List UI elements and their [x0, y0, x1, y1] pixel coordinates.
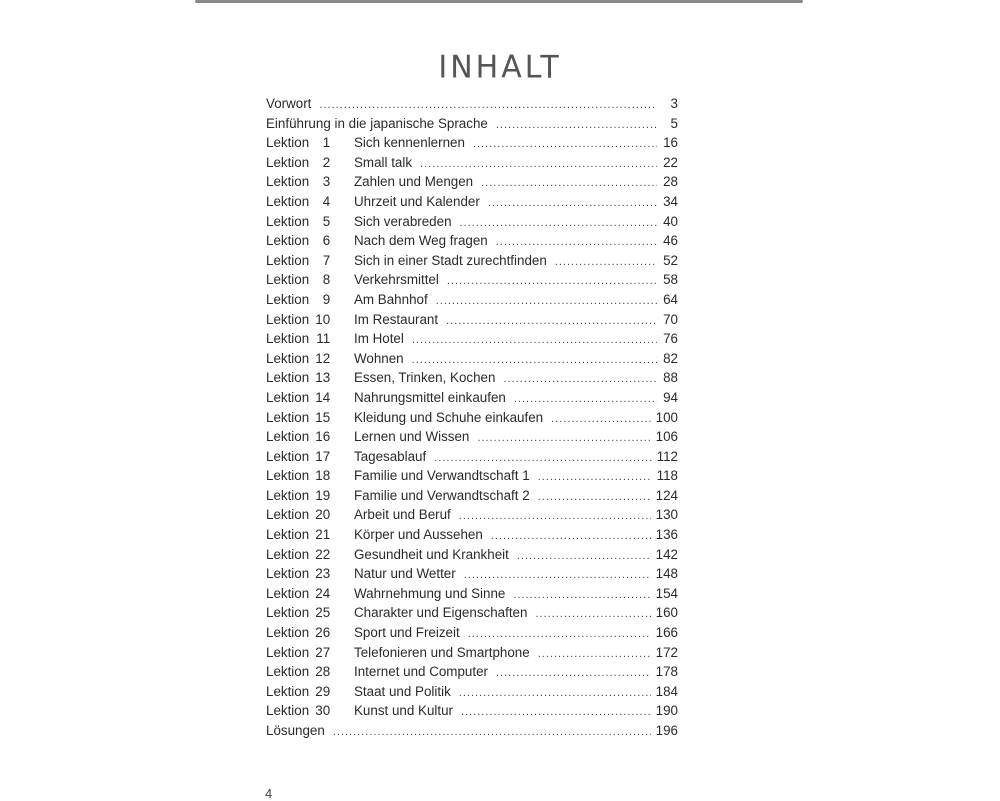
lesson-prefix	[266, 388, 354, 408]
lesson-word: Lektion	[266, 683, 310, 699]
lesson-page: 142	[655, 546, 678, 562]
lesson-prefix	[266, 251, 354, 271]
toc-lesson-row[interactable]	[266, 427, 678, 447]
toc-lesson-row[interactable]	[266, 329, 678, 349]
lesson-word: Lektion	[266, 389, 310, 405]
toc-lesson-row[interactable]	[266, 505, 678, 525]
lesson-number: 22	[315, 546, 331, 562]
dot-leader	[477, 429, 650, 449]
dot-leader	[555, 253, 657, 273]
lesson-prefix	[266, 408, 354, 428]
toc-entry-label: Lösungen	[266, 723, 325, 738]
lesson-word: Lektion	[266, 193, 310, 209]
toc-lesson-row[interactable]	[266, 623, 678, 643]
toc-lesson-row[interactable]	[266, 290, 678, 310]
lesson-prefix	[266, 172, 354, 192]
dot-leader	[538, 645, 651, 665]
lesson-page: 40	[663, 213, 678, 229]
lesson-word: Lektion	[266, 174, 310, 190]
dot-leader	[436, 292, 657, 312]
lesson-prefix	[266, 427, 354, 447]
lesson-number: 25	[315, 605, 331, 621]
lesson-prefix	[266, 643, 354, 663]
lesson-prefix	[266, 682, 354, 702]
lesson-page: 160	[655, 605, 678, 621]
lesson-prefix	[266, 133, 354, 153]
lesson-title: Internet und Computer	[354, 664, 488, 680]
lesson-title: Charakter und Eigenschaften	[354, 605, 528, 621]
toc-entry-einfuehrung[interactable]	[266, 114, 678, 134]
lesson-prefix	[266, 447, 354, 467]
lesson-prefix	[266, 368, 354, 388]
toc-lesson-row[interactable]	[266, 408, 678, 428]
lesson-number: 16	[315, 429, 331, 445]
lesson-page: 76	[663, 331, 678, 347]
lesson-prefix	[266, 231, 354, 251]
lesson-page: 100	[655, 409, 678, 425]
lesson-word: Lektion	[266, 703, 310, 719]
lesson-page: 178	[655, 664, 678, 680]
lesson-title: Sich verabreden	[354, 213, 452, 229]
lesson-number: 20	[315, 507, 331, 523]
lesson-page: 106	[655, 429, 678, 445]
lesson-page: 112	[656, 448, 678, 464]
page-title: INHALT	[438, 49, 562, 86]
dot-leader	[491, 527, 651, 547]
toc-entry-label: Vorwort	[266, 96, 312, 111]
lesson-word: Lektion	[266, 409, 310, 425]
toc-entry-loesungen[interactable]	[266, 721, 678, 741]
dot-leader	[459, 507, 651, 527]
lesson-title: Nach dem Weg fragen	[354, 233, 488, 249]
toc-lesson-row[interactable]	[266, 486, 678, 506]
lesson-number: 27	[315, 644, 331, 660]
lesson-title: Am Bahnhof	[354, 291, 428, 307]
dot-leader	[461, 703, 651, 723]
lesson-page: 184	[655, 683, 678, 699]
lesson-title: Im Hotel	[354, 331, 404, 347]
toc-lesson-row[interactable]	[266, 525, 678, 545]
lesson-number: 26	[315, 625, 331, 641]
toc-lesson-row[interactable]	[266, 310, 678, 330]
lesson-page: 130	[655, 507, 678, 523]
lesson-word: Lektion	[266, 507, 310, 523]
lesson-number: 29	[315, 683, 331, 699]
lesson-page: 34	[663, 193, 678, 209]
lesson-prefix	[266, 153, 354, 173]
dot-leader	[535, 605, 650, 625]
lesson-number: 1	[322, 135, 331, 151]
lesson-word: Lektion	[266, 625, 310, 641]
dot-leader	[460, 214, 657, 234]
toc-lesson-row[interactable]	[266, 153, 678, 173]
toc-entry-page: 3	[670, 96, 678, 111]
lesson-number: 30	[315, 703, 331, 719]
lesson-prefix	[266, 545, 354, 565]
lesson-page: 118	[656, 468, 678, 484]
lesson-word: Lektion	[266, 370, 310, 386]
lesson-page: 58	[663, 272, 678, 288]
lesson-title: Verkehrsmittel	[354, 272, 439, 288]
lesson-page: 22	[663, 154, 678, 170]
lesson-number: 5	[322, 213, 331, 229]
dot-leader	[503, 370, 657, 390]
lesson-prefix	[266, 212, 354, 232]
lesson-page: 28	[663, 174, 678, 190]
lesson-prefix	[266, 486, 354, 506]
lesson-page: 124	[655, 487, 678, 503]
lesson-number: 23	[315, 566, 331, 582]
lesson-number: 11	[316, 331, 331, 347]
toc-lesson-row[interactable]	[266, 231, 678, 251]
lesson-prefix	[266, 349, 354, 369]
toc-lesson-row[interactable]	[266, 603, 678, 623]
lesson-number: 8	[322, 272, 331, 288]
lesson-title: Wohnen	[354, 350, 404, 366]
dot-leader	[551, 410, 651, 430]
toc-entry-page: 196	[655, 723, 678, 738]
lesson-title: Gesundheit und Krankheit	[354, 546, 509, 562]
lesson-word: Lektion	[266, 350, 310, 366]
lesson-title: Sich in einer Stadt zurechtfinden	[354, 252, 547, 268]
lesson-title: Lernen und Wissen	[354, 429, 470, 445]
lesson-word: Lektion	[266, 605, 310, 621]
lesson-title: Uhrzeit und Kalender	[354, 193, 480, 209]
lesson-prefix	[266, 290, 354, 310]
toc-lesson-row[interactable]	[266, 349, 678, 369]
dot-leader	[517, 547, 651, 567]
lesson-title: Sport und Freizeit	[354, 625, 460, 641]
dot-leader	[538, 488, 651, 508]
lesson-word: Lektion	[266, 331, 310, 347]
toc-entry-label: Einführung in die japanische Sprache	[266, 115, 488, 131]
lesson-word: Lektion	[266, 448, 310, 464]
lesson-word: Lektion	[266, 291, 310, 307]
page-number: 4	[265, 786, 273, 801]
lesson-number: 24	[315, 585, 331, 601]
lesson-prefix	[266, 623, 354, 643]
lesson-word: Lektion	[266, 585, 310, 601]
lesson-prefix	[266, 662, 354, 682]
lesson-number: 21	[315, 527, 331, 543]
toc-lesson-row[interactable]	[266, 251, 678, 271]
lesson-title: Wahrnehmung und Sinne	[354, 585, 506, 601]
lesson-number: 18	[315, 468, 331, 484]
lesson-number: 9	[322, 291, 331, 307]
dot-leader	[459, 684, 651, 704]
lesson-prefix	[266, 603, 354, 623]
lesson-word: Lektion	[266, 213, 310, 229]
dot-leader	[513, 586, 650, 606]
toc-lesson-row[interactable]	[266, 172, 678, 192]
lesson-page: 88	[663, 370, 678, 386]
lesson-word: Lektion	[266, 644, 310, 660]
toc-lesson-row[interactable]	[266, 682, 678, 702]
lesson-number: 19	[315, 487, 331, 503]
dot-leader	[333, 723, 651, 743]
lesson-prefix	[266, 466, 354, 486]
table-of-contents	[266, 94, 678, 741]
lesson-word: Lektion	[266, 546, 310, 562]
lesson-word: Lektion	[266, 566, 310, 582]
lesson-number: 14	[315, 389, 331, 405]
lesson-number: 17	[315, 448, 331, 464]
dot-leader	[447, 272, 657, 292]
lesson-title: Kunst und Kultur	[354, 703, 454, 719]
dot-leader	[488, 194, 657, 214]
toc-lesson-row[interactable]	[266, 192, 678, 212]
lesson-title: Nahrungsmittel einkaufen	[354, 389, 506, 405]
toc-lesson-row[interactable]	[266, 270, 678, 290]
lesson-page: 82	[663, 350, 678, 366]
lesson-prefix	[266, 329, 354, 349]
lesson-word: Lektion	[266, 664, 310, 680]
lesson-number: 6	[322, 233, 331, 249]
lesson-word: Lektion	[266, 487, 310, 503]
lesson-number: 4	[322, 193, 331, 209]
lesson-prefix	[266, 701, 354, 721]
toc-lesson-row[interactable]	[266, 662, 678, 682]
lesson-number: 28	[315, 664, 331, 680]
lesson-prefix	[266, 270, 354, 290]
lesson-list	[266, 133, 678, 721]
toc-entry-page: 5	[670, 115, 678, 131]
lesson-title: Arbeit und Beruf	[354, 507, 451, 523]
toc-lesson-row[interactable]	[266, 133, 678, 153]
lesson-page: 46	[663, 233, 678, 249]
lesson-word: Lektion	[266, 311, 310, 327]
toc-lesson-row[interactable]	[266, 212, 678, 232]
toc-lesson-row[interactable]	[266, 545, 678, 565]
lesson-word: Lektion	[266, 468, 310, 484]
lesson-title: Telefonieren und Smartphone	[354, 644, 530, 660]
toc-lesson-row[interactable]	[266, 388, 678, 408]
lesson-page: 148	[655, 566, 678, 582]
toc-entry-vorwort[interactable]	[266, 94, 678, 114]
lesson-page: 94	[663, 389, 678, 405]
lesson-title: Essen, Trinken, Kochen	[354, 370, 496, 386]
toc-lesson-row[interactable]	[266, 564, 678, 584]
toc-lesson-row[interactable]	[266, 368, 678, 388]
lesson-title: Small talk	[354, 154, 413, 170]
dot-leader	[473, 135, 657, 155]
lesson-number: 13	[315, 370, 331, 386]
dot-leader	[481, 174, 657, 194]
lesson-title: Im Restaurant	[354, 311, 439, 327]
toc-lesson-row[interactable]	[266, 447, 678, 467]
lesson-page: 190	[655, 703, 678, 719]
top-rule	[195, 0, 803, 3]
dot-leader	[496, 116, 657, 136]
lesson-title: Staat und Politik	[354, 683, 451, 699]
lesson-title: Tagesablauf	[354, 448, 427, 464]
lesson-page: 136	[655, 527, 678, 543]
lesson-word: Lektion	[266, 429, 310, 445]
lesson-word: Lektion	[266, 135, 310, 151]
dot-leader	[446, 312, 657, 332]
lesson-word: Lektion	[266, 527, 310, 543]
lesson-title: Familie und Verwandtschaft 2	[354, 487, 530, 503]
lesson-number: 7	[322, 252, 331, 268]
toc-lesson-row[interactable]	[266, 643, 678, 663]
lesson-title: Zahlen und Mengen	[354, 174, 474, 190]
lesson-title: Kleidung und Schuhe einkaufen	[354, 409, 544, 425]
toc-lesson-row[interactable]	[266, 466, 678, 486]
lesson-page: 70	[663, 311, 678, 327]
lesson-title: Sich kennenlernen	[354, 135, 465, 151]
lesson-page: 52	[663, 252, 678, 268]
lesson-prefix	[266, 505, 354, 525]
lesson-page: 172	[655, 644, 678, 660]
lesson-page: 154	[655, 585, 678, 601]
lesson-word: Lektion	[266, 233, 310, 249]
toc-lesson-row[interactable]	[266, 584, 678, 604]
lesson-word: Lektion	[266, 272, 310, 288]
lesson-title: Körper und Aussehen	[354, 527, 483, 543]
lesson-number: 3	[322, 174, 331, 190]
lesson-page: 64	[663, 291, 678, 307]
lesson-page: 16	[663, 135, 678, 151]
lesson-title: Familie und Verwandtschaft 1	[354, 468, 530, 484]
toc-lesson-row[interactable]	[266, 701, 678, 721]
lesson-word: Lektion	[266, 154, 310, 170]
lesson-prefix	[266, 525, 354, 545]
dot-leader	[412, 331, 657, 351]
lesson-prefix	[266, 192, 354, 212]
lesson-number: 10	[315, 311, 331, 327]
dot-leader	[496, 664, 651, 684]
lesson-page: 166	[655, 625, 678, 641]
lesson-number: 2	[322, 154, 331, 170]
dot-leader	[538, 468, 652, 488]
lesson-title: Natur und Wetter	[354, 566, 456, 582]
lesson-number: 15	[315, 409, 331, 425]
lesson-number: 12	[315, 350, 331, 366]
lesson-prefix	[266, 584, 354, 604]
lesson-prefix	[266, 310, 354, 330]
lesson-prefix	[266, 564, 354, 584]
lesson-word: Lektion	[266, 252, 310, 268]
